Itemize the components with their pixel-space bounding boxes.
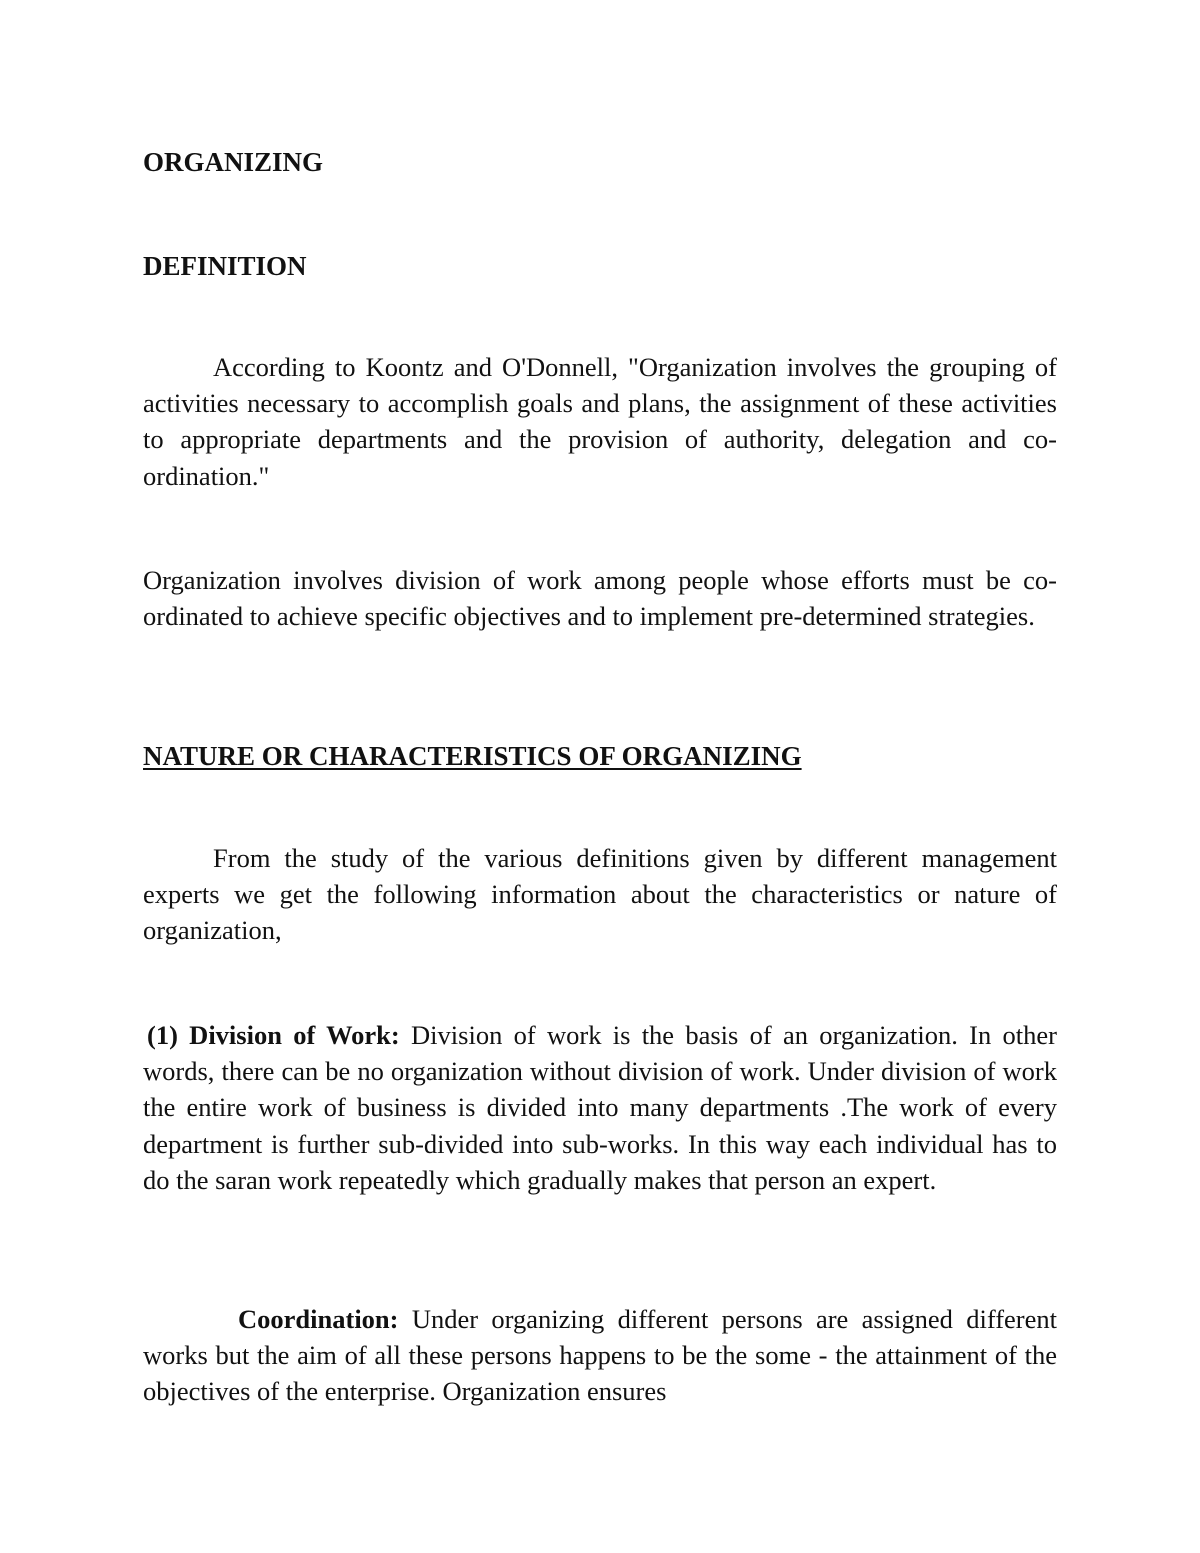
point-coordination: [143, 1301, 1057, 1410]
definition-explanation-paragraph: Organization involves division of work among people whose efforts must be co-ordinated to achieve specific objectives and to implement pre-determined strategies.: [143, 565, 1057, 632]
nature-intro-paragraph: From the study of the various definitions given by different management experts we get the following information about the characteristics or nature of organization,: [143, 843, 1057, 946]
definition-heading: DEFINITION: [143, 251, 307, 281]
definition-quote-paragraph: According to Koontz and O'Donnell, "Organization involves the grouping of activities necessary to accomplish goals and plans, the assignment of these activities to appropriate departments and the provision of authority, delegation and co-ordination.": [143, 352, 1057, 491]
document-title: ORGANIZING: [143, 147, 324, 177]
point-text: Under organizing different persons are assigned different works but the aim of all these persons happens to be the some - the attainment of the objectives of the enterprise. Organization ensures: [143, 1304, 1057, 1407]
point-label: Coordination:: [238, 1304, 399, 1334]
nature-heading: NATURE OR CHARACTERISTICS OF ORGANIZING: [143, 741, 802, 771]
point-text: Division of work is the basis of an organization. In other words, there can be no organization without division of work. Under division of work the entire work of business is divided into many departments .The work of every department is further sub-divided into sub-works. In this way each individual has to do the saran work repeatedly which gradually makes that person an expert.: [143, 1020, 1057, 1195]
point-division-of-work: [143, 1017, 1057, 1198]
point-label: (1) Division of Work:: [147, 1020, 400, 1050]
